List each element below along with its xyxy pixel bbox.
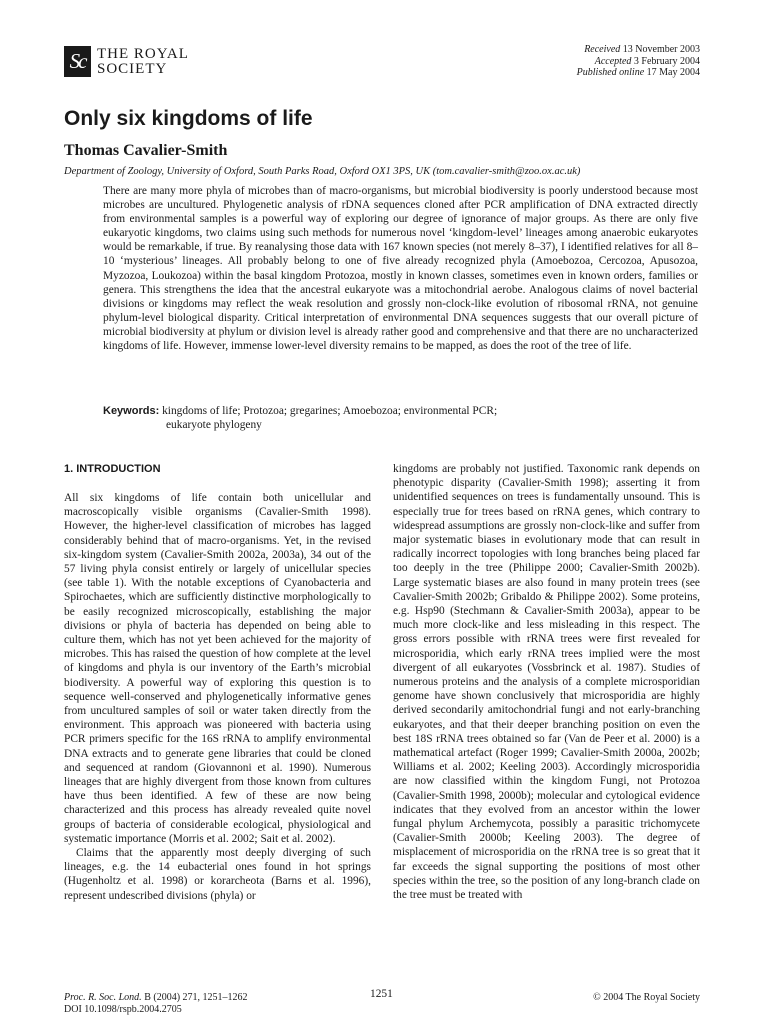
keywords bbox=[103, 404, 698, 432]
article-title: Only six kingdoms of life bbox=[64, 107, 313, 130]
page-number: 1251 bbox=[370, 988, 393, 1000]
body-paragraph: kingdoms are probably not justified. Taxonomic rank depends on phenotypic disparity (Cavalier-Smith 1998); asserting it from unidentified sequences on trees is fundamentally unsound. This is especially true for trees based on rRNA genes, which contrary to widespread assumptions are grossly non-clock-like and suffer from major systematic biases in evolutionary mode that can result in radically incorrect topologies with long branches being placed far too deeply in the tree (Philippe 2000; Cavalier-Smith 2002b). Large systematic biases are also found in many protein trees (see Cavalier-Smith 2002b; Gribaldo & Philippe 2002). Some proteins, e.g. Hsp90 (Stechmann & Cavalier-Smith 2003a), appear to be much more clock-like and less misleading in this respect. The gross errors possible with rRNA trees were first revealed for microsporidia, which early rRNA trees implied were the most divergent of all eukaryotes (Vossbrinck et al. 1987). Studies of numerous proteins and the analysis of a complete microsporidian genome have shown conclusively that microsporidia are highly derived secondarily amitochondrial fungi and not early-branching eukaryotes, and that their deeper branching position on even the best 18S rRNA trees obtained so far (Van de Peer et al. 2000) is a mathematical artefact (Roger 1999; Cavalier-Smith 2000a, 2002b; Williams et al. 2002; Keeling 2003). Accordingly microsporidia are now classified within the kingdom Fungi, not Protozoa (Cavalier-Smith 1998, 2000b); molecular and cytological evidence indicates that they evolved from an ancestor within the lower fungal phylum Archemycota, possibly a parasitic trichomycete (Cavalier-Smith 2000b; Keeling 2003). The degree of misplacement of microsporidia on the rRNA tree is so great that it far exceeds the signal supporting the positions of most other species within the tree, so the position of any long-branch clade on the tree must be treated with bbox=[393, 463, 700, 902]
journal-name: Proc. R. Soc. Lond. bbox=[64, 992, 142, 1003]
accepted-line: Accepted 3 February 2004 bbox=[594, 55, 700, 67]
received-line: Received 13 November 2003 bbox=[584, 44, 700, 55]
royal-society-emblem-icon: Sc bbox=[64, 46, 91, 77]
keywords-line-2: eukaryote phylogeny bbox=[166, 419, 262, 431]
left-column bbox=[64, 462, 371, 903]
keywords-label: Keywords: bbox=[103, 405, 160, 417]
body-paragraph: All six kingdoms of life contain both unicellular and macroscopically visible organisms (Cavalier-Smith 1998). However, the higher-level classification of microbes has lagged considerably behind that of macro-organisms. Yet, in the revised six-kingdom system (Cavalier-Smith 2002a, 2003a), 34 out of the 57 living phyla consist entirely or largely of unicellular species (see table 1). With the notable exceptions of Cyanobacteria and Spirochaetes, which are sufficiently distinctive morphologically to be easily recognized microscopically, establishing the major divisions or phyla of bacteria has depended on being able to culture them, which has not yet been achieved for the majority of microbes. This has raised the question of how complete at the level of kingdoms and phyla is our inventory of the Earth’s microbial biodiversity. A powerful way of exploring this question is to sequence well-conserved and phylogenetically informative genes from uncultured samples of soil or water taken directly from the environment. This approach was pioneered with bacteria using PCR primers specific for the 16S rRNA to amplify environmental DNA extracts and to generate gene libraries that could be cloned and sequenced at random (Giovannoni et al. 1990). Numerous lineages that are highly divergent from those known from cultures have thus been identified. A few of these are now being characterized and this process has already revealed quite novel groups of bacteria of considerable ecological, physiological and systematic importance (Morris et al. 2002; Sait et al. 2002). bbox=[64, 492, 371, 845]
author-name: Thomas Cavalier-Smith bbox=[64, 142, 228, 159]
keywords-line-1: kingdoms of life; Protozoa; gregarines; Amoebozoa; environmental PCR; bbox=[162, 405, 498, 417]
abstract: There are many more phyla of microbes than of macro-organisms, but microbial biodiversity is poorly understood because most microbes are uncultured. Phylogenetic analysis of rDNA sequences cloned after PCR amplification of DNA extracted directly from environmental samples is a powerful way of exploring our degree of ignorance of major groups. As there are only five eukaryotic kingdoms, two claims using such methods for numerous novel ‘kingdom-level’ lineages among anaerobic eukaryotes would be remarkable, if true. By reanalysing those data with 167 known species (not merely 8–37), I identified relatives for all 8–10 ‘mysterious’ lineages. All probably belong to one of five already recognized phyla (Amoebozoa, Cercozoa, Apusozoa, Myzozoa, Loukozoa) within the basal kingdom Protozoa, mostly in known classes, sometimes even in known orders, families or genera. This strengthens the idea that the ancestral eukaryote was a mitochondrial aerobe. Analogous claims of novel bacterial divisions or kingdoms may reflect the weak resolution and grossly non-clock-like evolution of ribosomal rRNA, not genuine phylum-level biological disparity. Critical interpretation of environmental DNA sequences suggests that our overall picture of microbial biodiversity at phylum or division level is already rather good and comprehensive and that there are no uncharacterized kingdoms of life. However, immense lower-level diversity remains to be mapped, as does the root of the tree of life. bbox=[103, 185, 698, 353]
section-heading-introduction: 1. INTRODUCTION bbox=[64, 463, 161, 475]
royal-society-logo bbox=[64, 46, 189, 77]
published-line: Published online 17 May 2004 bbox=[576, 67, 700, 78]
journal-citation: B (2004) 271, 1251–1262 bbox=[144, 992, 248, 1003]
copyright-notice: © 2004 The Royal Society bbox=[593, 992, 700, 1003]
publisher-name bbox=[97, 47, 189, 77]
right-column bbox=[393, 462, 700, 902]
logo-line-2: SOCIETY bbox=[97, 60, 168, 77]
body-paragraph: Claims that the apparently most deeply diverging of such lineages, e.g. the 14 eubacterial ones found in hot springs (Hugenholtz et al. 1998) or korarcheota (Barns et al. 1996), represent undescribed divisions (phyla) or bbox=[64, 847, 371, 902]
footer-citation bbox=[64, 992, 248, 1016]
author-affiliation: Department of Zoology, University of Oxford, South Parks Road, Oxford OX1 3PS, UK (tom.cavalier-smith@zoo.ox.ac.uk) bbox=[64, 166, 581, 177]
publication-dates bbox=[577, 44, 700, 79]
logo-line-1: THE ROYAL bbox=[97, 45, 189, 62]
doi: DOI 10.1098/rspb.2004.2705 bbox=[64, 1004, 182, 1015]
